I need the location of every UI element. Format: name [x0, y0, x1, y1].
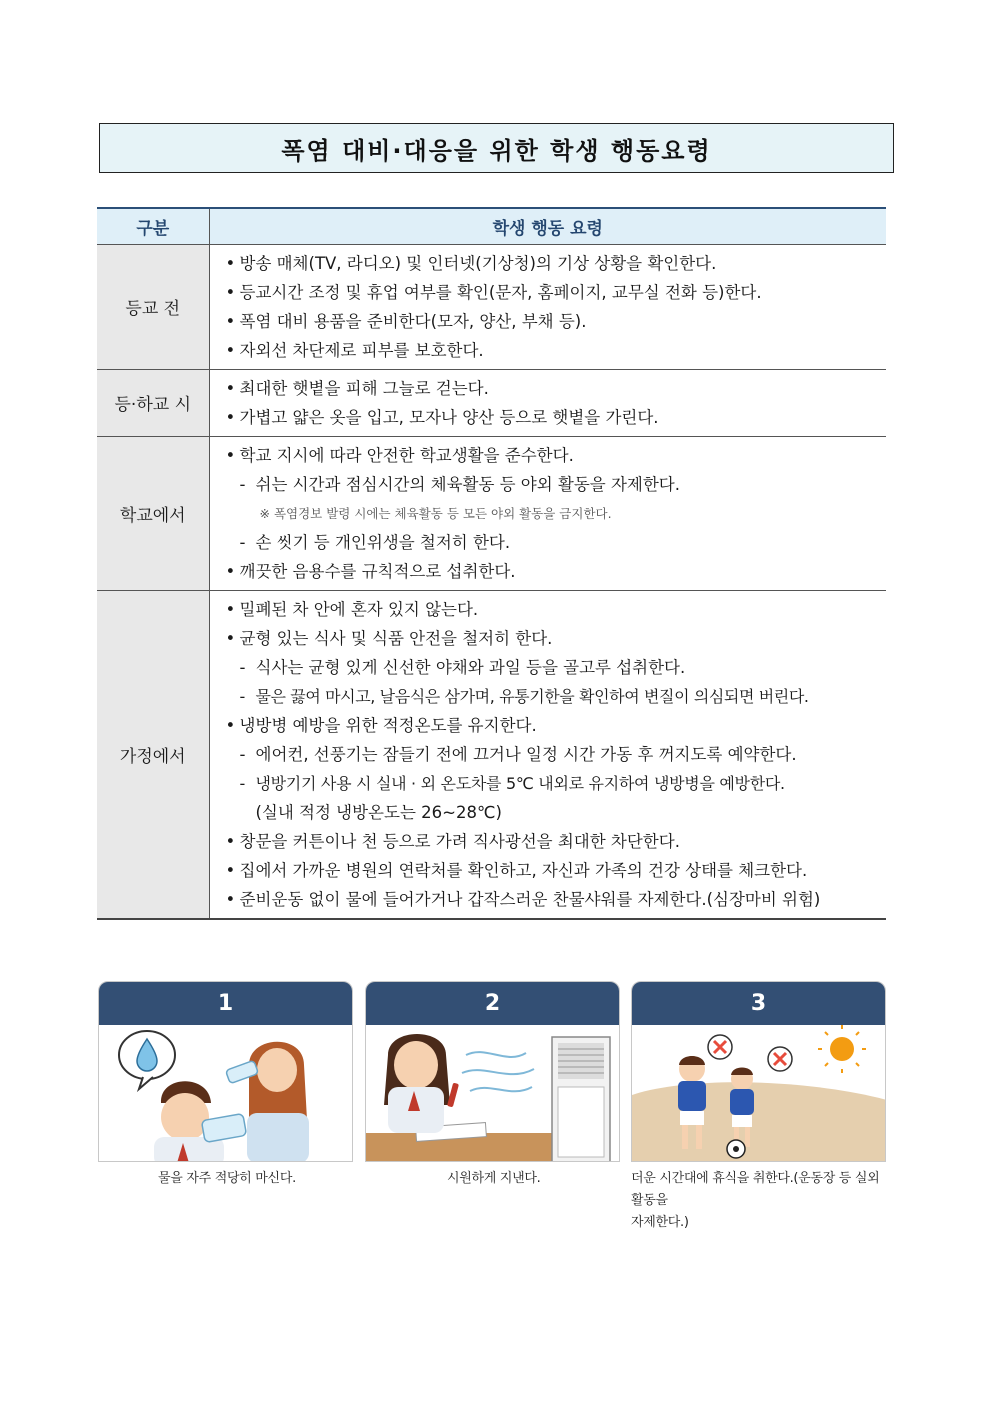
list-subitem: - 손 씻기 등 개인위생을 철저히 한다.	[226, 528, 887, 557]
table-row	[97, 369, 886, 436]
panel-number: 3	[632, 982, 885, 1025]
list-item: • 준비운동 없이 물에 들어가거나 갑작스러운 찬물샤워를 자제한다.(심장마비 위험)	[226, 885, 887, 914]
list-item: • 깨끗한 음용수를 규칙적으로 섭취한다.	[226, 557, 887, 586]
row-category: 등교 전	[97, 244, 209, 369]
illustration-panel-1	[98, 981, 353, 1162]
content-header: 학생 행동 요령	[209, 208, 886, 244]
list-item: • 창문을 커튼이나 천 등으로 가려 직사광선을 최대한 차단한다.	[226, 827, 887, 856]
table-row	[97, 436, 886, 590]
category-header: 구분	[97, 208, 209, 244]
row-category: 등·하교 시	[97, 369, 209, 436]
panel-number: 2	[366, 982, 619, 1025]
table-row	[97, 590, 886, 919]
row-category: 가정에서	[97, 590, 209, 919]
list-subitem: - 식사는 균형 있게 신선한 야채와 과일 등을 골고루 섭취한다.	[226, 653, 887, 682]
panel-caption-line: 자제한다.)	[631, 1215, 689, 1230]
air-conditioner-illustration	[366, 1025, 620, 1162]
list-item: • 자외선 차단제로 피부를 보호한다.	[226, 336, 887, 365]
list-item: • 가볍고 얇은 옷을 입고, 모자나 양산 등으로 햇볕을 가린다.	[226, 403, 887, 432]
list-subitem: - 쉬는 시간과 점심시간의 체육활동 등 야외 활동을 자제한다.	[226, 470, 887, 499]
row-category: 학교에서	[97, 436, 209, 590]
illustration-panel-3	[631, 981, 886, 1162]
list-subitem: - 에어컨, 선풍기는 잠들기 전에 끄거나 일정 시간 가동 후 꺼지도록 예약한다.	[226, 740, 887, 769]
drinking-water-illustration	[99, 1025, 353, 1162]
panel-caption-line: 더운 시간대에 휴식을 취한다.(운동장 등 실외활동을	[631, 1171, 880, 1208]
list-subitem: - 냉방기기 사용 시 실내 · 외 온도차를 5℃ 내외로 유지하여 냉방병을 예방한다.	[226, 769, 887, 798]
panel-caption	[631, 1168, 891, 1234]
list-continuation: (실내 적정 냉방온도는 26~28℃)	[255, 802, 502, 822]
list-item: • 등교시간 조정 및 휴업 여부를 확인(문자, 홈페이지, 교무실 전화 등)한다.	[226, 278, 887, 307]
list-item: • 방송 매체(TV, 라디오) 및 인터넷(기상청)의 기상 상황을 확인한다.	[226, 249, 887, 278]
row-content	[209, 244, 886, 369]
row-content	[209, 590, 886, 919]
row-content	[209, 436, 886, 590]
panel-caption: 물을 자주 적당히 마신다.	[158, 1171, 296, 1186]
illustration-panel-2	[365, 981, 620, 1162]
guide-table	[97, 207, 886, 920]
list-item: • 밀폐된 차 안에 혼자 있지 않는다.	[226, 595, 887, 624]
panel-number: 1	[99, 982, 352, 1025]
page-title: 폭염 대비·대응을 위한 학생 행동요령	[99, 123, 894, 173]
outdoor-heat-illustration	[632, 1025, 886, 1162]
list-subitem: - 물은 끓여 마시고, 날음식은 삼가며, 유통기한을 확인하여 변질이 의심되면 버린다.	[226, 682, 887, 711]
list-item: • 최대한 햇볕을 피해 그늘로 걷는다.	[226, 374, 887, 403]
list-note: ※ 폭염경보 발령 시에는 체육활동 등 모든 야외 활동을 금지한다.	[259, 505, 612, 521]
list-item: • 균형 있는 식사 및 식품 안전을 철저히 한다.	[226, 624, 887, 653]
list-item: • 집에서 가까운 병원의 연락처를 확인하고, 자신과 가족의 건강 상태를 체크한다.	[226, 856, 887, 885]
list-item: • 학교 지시에 따라 안전한 학교생활을 준수한다.	[226, 441, 887, 470]
table-row	[97, 244, 886, 369]
panel-caption: 시원하게 지낸다.	[447, 1171, 541, 1186]
list-item: • 냉방병 예방을 위한 적정온도를 유지한다.	[226, 711, 887, 740]
table-header-row	[97, 208, 886, 244]
list-item: • 폭염 대비 용품을 준비한다(모자, 양산, 부채 등).	[226, 307, 887, 336]
row-content	[209, 369, 886, 436]
